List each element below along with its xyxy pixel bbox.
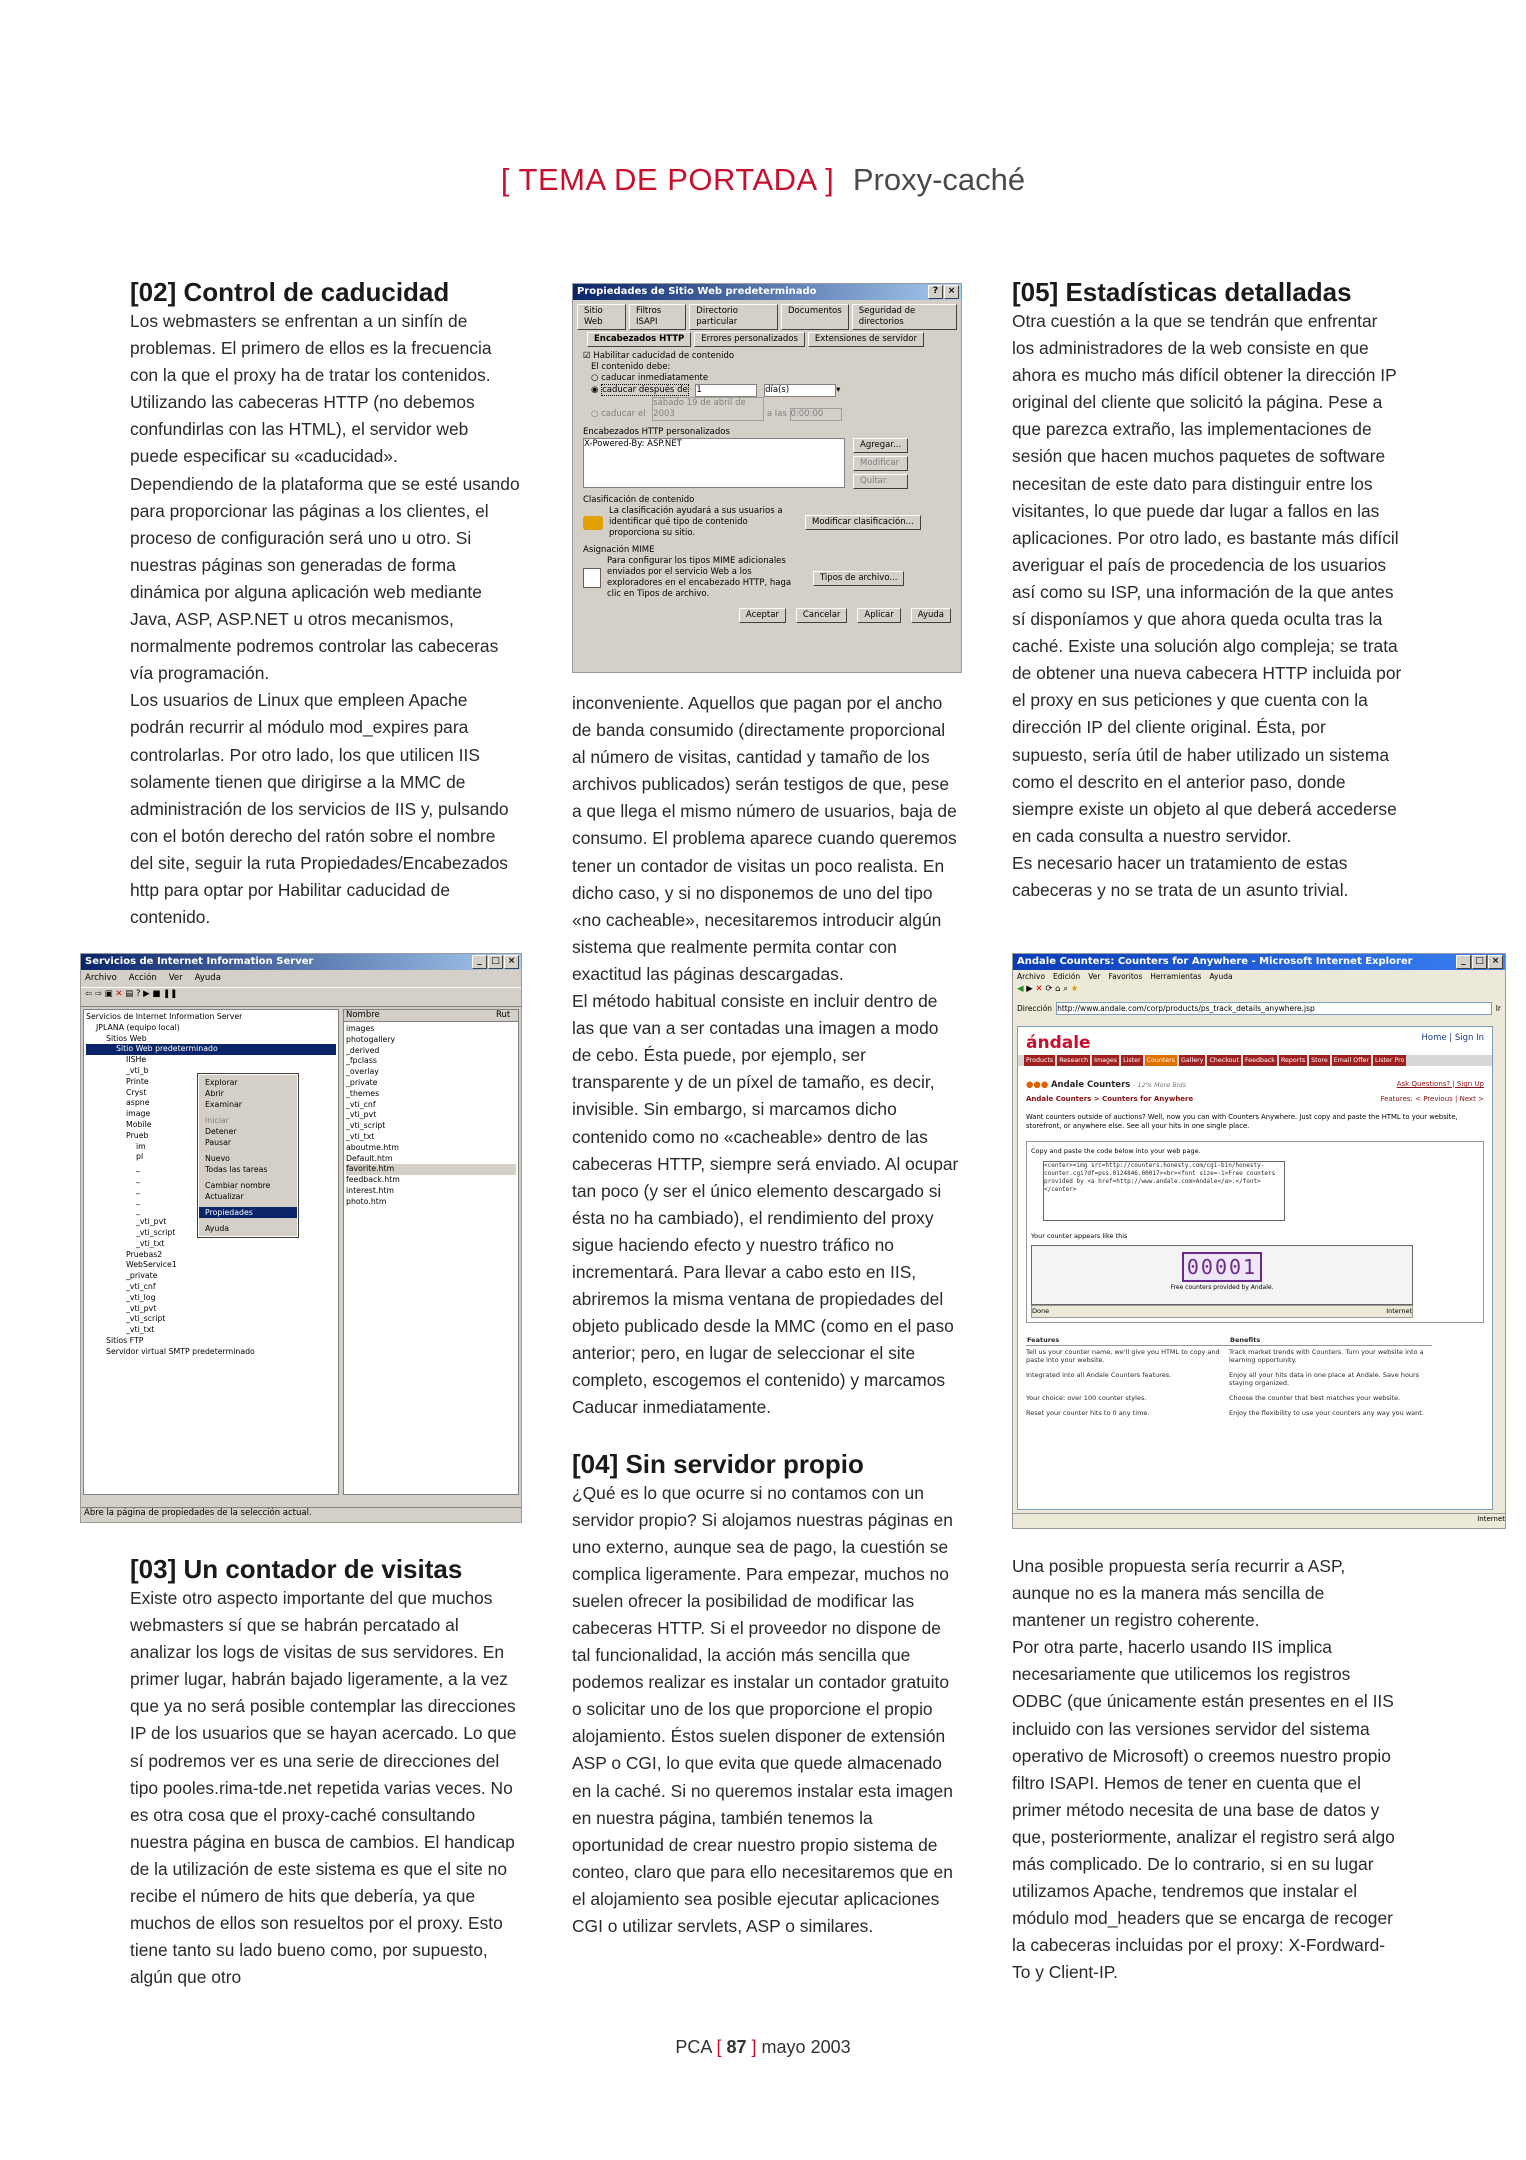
andale-tab[interactable]: Counters (1146, 1057, 1176, 1064)
preview-zone: Internet (1386, 1307, 1412, 1315)
context-menu-item[interactable]: Todas las tareas (205, 1165, 268, 1174)
folder-icon[interactable]: ▣ (104, 989, 113, 999)
features-table (1026, 1335, 1432, 1422)
appear-label: Your counter appears like this (1031, 1232, 1128, 1240)
radio-label: caducar inmediatamente (601, 373, 709, 383)
iis-file-list (343, 1009, 519, 1495)
context-menu-item[interactable]: Ayuda (205, 1224, 230, 1233)
address-input[interactable]: http://www.andale.com/corp/products/ps_track_details_anywhere.jsp (1056, 1002, 1492, 1015)
andale-page-title: Andale Counters (1050, 1080, 1131, 1090)
page-footer (0, 2037, 1526, 2058)
file-list-item[interactable]: favorite.htm (346, 1164, 516, 1175)
paragraph-03: Existe otro aspecto importante del que muchos webmasters sí que se habrán percatado al analizar los logs de visitas de sus servidores. En primer lugar, habrán bajado ligeramente, a la vez que ya no será posible contemplar las direcciones IP de los usuarios que se hayan acercado. Lo que sí podremos ver es una serie de direcciones del tipo pooles.rima-tde.net repetida varias veces. No es otra cosa que el proxy-caché consultando nuestra página en busca de cambios. El handicap de la utilización de este sistema es que el site no recibe el número de hits que debería, ya que muchos de ellos son resueltos por el proxy. Esto tiene tanto su lado bueno como, por supuesto, algún que otro (130, 1588, 517, 1988)
menu-item[interactable]: Ayuda (1209, 972, 1233, 981)
tree-node[interactable]: pl (136, 1152, 144, 1162)
paragraph-05-2: Es necesario hacer un tratamiento de estas cabeceras y no se trata de un asunto trivial. (1012, 852, 1349, 900)
paragraph-02-1: Los webmasters se enfrentan a un sinfín de problemas. El primero de ellos es la frecuencia con la que el proxy ha de tratar los contenidos. Utilizando las cabeceras HTTP (no debemos confundirlas con las HTML), el servidor web puede especificar su «caducidad». (130, 311, 492, 467)
edit-rating-button[interactable]: Modificar clasificación... (805, 515, 921, 530)
iis-title: Servicios de Internet Information Server (85, 956, 314, 967)
close-icon[interactable]: × (944, 285, 959, 299)
column-header-name[interactable]: Nombre (346, 1010, 380, 1020)
footer-magazine: PCA (675, 2037, 712, 2057)
file-list-item[interactable]: _vti_txt (346, 1131, 375, 1141)
home-icon[interactable]: ⌂ (1055, 984, 1061, 994)
forward-icon[interactable]: ▶ (1026, 984, 1033, 994)
chevron-down-icon: ▾ (836, 385, 841, 395)
radio-label: caducar el (601, 409, 646, 419)
tree-node[interactable]: _vti_b (126, 1065, 149, 1075)
tree-node[interactable]: _private (126, 1271, 158, 1281)
benefit-cell: Enjoy all your hits data in one place at Andale. Save hours staying organized. (1229, 1371, 1420, 1387)
paragraph-04: ¿Qué es lo que ocurre si no contamos con un servidor propio? Si alojamos nuestras páginas en uno externo, aunque sea de pago, la cuestión se complica ligeramente. Para empezar, muchos no suelen ofrecer la posibilidad de modificar las cabeceras HTTP. Si el proveedor no dispone de tal funcionalidad, la acción más sencilla que podemos realizar es instalar un contador gratuito o solicitar uno de los que proporcione el propio alojamiento. Éstos suelen disponer de extensión ASP o CGI, lo que evita que quede almacenado en la caché. Si no queremos instalar esta imagen en nuestra página, también tenemos la oportunidad de crear nuestro propio sistema de conteo, claro que para ello necesitaremos que en el alojamiento sea posible ejecutar aplicaciones CGI o utilizar servlets, ASP o similares. (572, 1482, 953, 1937)
andale-tab[interactable]: Products (1026, 1057, 1054, 1064)
maximize-icon[interactable]: □ (488, 955, 503, 969)
tree-node[interactable]: image (126, 1109, 151, 1119)
section-topic: Proxy-caché (852, 162, 1026, 197)
ok-button[interactable]: Aceptar (739, 608, 786, 623)
cancel-button[interactable]: Cancelar (796, 608, 848, 623)
footer-date: mayo 2003 (761, 2037, 851, 2057)
tree-node[interactable]: _ (136, 1173, 140, 1183)
tabs-row-2 (573, 330, 961, 347)
andale-logo[interactable]: ándale (1026, 1033, 1091, 1053)
back-icon[interactable]: ◀ (1017, 984, 1024, 994)
radio-expire-on[interactable]: ○ caducar el sábado 19 de abril de 2003 a las 0:00:00 (591, 397, 951, 421)
remove-button[interactable]: Quitar (853, 474, 908, 489)
andale-tab[interactable]: Feedback (1244, 1057, 1275, 1064)
context-menu-item[interactable]: Nuevo (205, 1154, 230, 1163)
section-header (0, 162, 1526, 198)
andale-tab[interactable]: Reports (1280, 1057, 1306, 1064)
file-list-item[interactable]: aboutme.htm (346, 1142, 399, 1152)
column-1-bottom (130, 1553, 520, 1991)
feature-cell: Reset your counter hits to 0 any time. (1026, 1409, 1150, 1417)
andale-tab[interactable]: Email Offer (1333, 1057, 1369, 1064)
stop-icon[interactable]: ■ (152, 989, 161, 999)
close-icon[interactable]: × (1488, 955, 1503, 969)
menu-item[interactable]: Favoritos (1108, 972, 1143, 981)
benefits-header: Benefits (1229, 1335, 1432, 1346)
tree-node[interactable]: _vti_pvt (126, 1303, 157, 1313)
screenshot-properties-dialog (572, 283, 962, 673)
iis-toolbar (81, 987, 521, 1007)
tab[interactable]: Directorio particular (689, 304, 778, 330)
heading-04: [04] Sin servidor propio (572, 1448, 864, 1479)
file-list-item[interactable]: images (346, 1024, 375, 1033)
properties-icon[interactable]: ▤ (125, 989, 134, 999)
menu-item[interactable]: Ver (1088, 972, 1101, 981)
dialog-title: Propiedades de Sitio Web predeterminado (577, 286, 817, 297)
tree-node[interactable]: Prueb (126, 1130, 149, 1140)
andale-page-subtitle: - 12% More Bids (1133, 1081, 1187, 1089)
column-3 (1012, 276, 1402, 904)
menu-item[interactable]: Edición (1053, 972, 1081, 981)
menu-item[interactable]: Herramientas (1150, 972, 1202, 981)
menu-item[interactable]: Archivo (1017, 972, 1046, 981)
custom-headers-label: Encabezados HTTP personalizados (583, 427, 730, 437)
search-icon[interactable]: ⌕ (1063, 984, 1069, 994)
help-button[interactable]: Ayuda (911, 608, 951, 623)
tree-node[interactable]: IISHe (126, 1055, 147, 1065)
tab[interactable]: Errores personalizados (694, 332, 805, 347)
tree-node[interactable]: _vti_script (126, 1314, 166, 1324)
tab[interactable]: Filtros ISAPI (629, 304, 686, 330)
heading-03: [03] Un contador de visitas (130, 1554, 463, 1584)
tabs-row-1 (573, 300, 961, 330)
file-list-item[interactable]: Default.htm (346, 1153, 393, 1163)
minimize-icon[interactable]: _ (1456, 955, 1471, 969)
tree-node[interactable]: Printe (126, 1076, 149, 1086)
andale-nav-tabs (1018, 1055, 1492, 1066)
tree-node[interactable]: Sitios FTP (106, 1335, 144, 1345)
rating-icon (583, 516, 603, 530)
context-menu (198, 1074, 298, 1237)
radio-label: caducar después de (602, 385, 688, 395)
feature-cell: Tell us your counter name, we'll give you HTML to copy and paste into your website. (1026, 1348, 1220, 1364)
file-list-item[interactable]: feedback.htm (346, 1175, 400, 1185)
minimize-icon[interactable]: _ (472, 955, 487, 969)
tree-node[interactable]: _ (136, 1195, 140, 1205)
tree-node[interactable]: Sitio Web predeterminado (86, 1044, 336, 1055)
counter-preview (1031, 1245, 1413, 1305)
footer-bracket-left: [ (716, 2037, 722, 2057)
iis-menubar (81, 970, 521, 987)
tree-node[interactable]: aspne (126, 1098, 150, 1108)
browser-statusbar (1013, 1513, 1506, 1528)
date-picker[interactable]: sábado 19 de abril de 2003 (652, 397, 764, 421)
dialog-titlebar (573, 284, 961, 300)
tree-node[interactable]: im (136, 1141, 146, 1151)
andale-intro: Want counters outside of auctions? Well, now you can with Counters Anywhere. Just copy and paste the HTML to your website, storefront, or anywhere else. See all your hits in one single place. (1026, 1113, 1458, 1130)
context-menu-item[interactable]: Actualizar (205, 1192, 244, 1201)
breadcrumb[interactable]: Andale Counters > Counters for Anywhere (1026, 1095, 1194, 1103)
andale-tab[interactable]: Images (1094, 1057, 1118, 1064)
andale-tab[interactable]: Checkout (1209, 1057, 1239, 1064)
go-button[interactable]: Ir (1495, 1004, 1501, 1013)
counter-caption: Free counters provided by Andale. (1170, 1284, 1274, 1291)
browser-viewport (1017, 1026, 1493, 1510)
column-2 (572, 690, 962, 1940)
stop-icon[interactable]: ✕ (1035, 984, 1043, 994)
table-row (1026, 1369, 1432, 1392)
file-list-item[interactable]: interest.htm (346, 1185, 394, 1195)
custom-headers-list[interactable] (583, 438, 845, 488)
tab[interactable]: Extensiones de servidor (808, 332, 924, 347)
andale-tab[interactable]: Store (1311, 1057, 1328, 1064)
iis-statusbar: Abre la página de propiedades de la selección actual. (81, 1507, 522, 1522)
context-menu-item[interactable]: Propiedades (199, 1207, 297, 1218)
context-menu-item[interactable]: Pausar (205, 1138, 232, 1147)
benefit-cell: Enjoy the flexibility to use your counters any way you want. (1229, 1409, 1424, 1417)
tree-node[interactable]: Pruebas2 (126, 1249, 163, 1259)
tree-node[interactable]: _vti_pvt (136, 1217, 167, 1227)
after-unit-select[interactable]: día(s) (764, 384, 836, 397)
tab-http-headers[interactable]: Encabezados HTTP (587, 332, 691, 347)
file-list-item[interactable]: _vti_cnf (346, 1099, 376, 1109)
rating-text: La clasificación ayudará a sus usuarios a identificar qué tipo de contenido proporciona su sitio. (609, 506, 783, 538)
top-links[interactable]: Home | Sign In (1421, 1033, 1484, 1043)
screenshot-andale-browser (1012, 953, 1506, 1529)
browser-title: Andale Counters: Counters for Anywhere - Microsoft Internet Explorer (1017, 956, 1413, 967)
context-menu-item[interactable]: Cambiar nombre (205, 1181, 271, 1190)
address-label: Dirección (1017, 1004, 1053, 1013)
page-number: 87 (726, 2037, 747, 2057)
counter-display: 00001 (1182, 1252, 1262, 1282)
feature-cell: Integrated into all Andale Counters features. (1026, 1371, 1172, 1379)
feature-cell: Your choice: over 100 counter styles. (1026, 1394, 1147, 1402)
table-row (1026, 1392, 1432, 1407)
heading-02: [02] Control de caducidad (130, 277, 450, 307)
file-list-item[interactable]: _vti_script (346, 1121, 386, 1131)
tab[interactable]: Sitio Web (577, 304, 626, 330)
after-value-input[interactable]: 1 (695, 384, 757, 397)
benefit-cell: Choose the counter that best matches your website. (1229, 1394, 1401, 1402)
paragraph-c2-2: El método habitual consiste en incluir dentro de las que van a ser contadas una imagen a modo de cebo. Ésta puede, por ejemplo, ser transparente y de un píxel de tamaño, es decir, invisible. Sin embargo, si marcamos dicho contenido como no «cacheable» dentro de las cabeceras HTTP, siempre será enviado. Al ocupar tan poco (y ser el único elemento descargado si ésta no ha cambiado), el rendimiento del proxy sigue haciendo efecto y nuestro tráfico no incrementará. Para llevar a cabo esto en IIS, abriremos la misma ventana de propiedades del objeto publicado desde la MMC (como en el paso anterior; pero, en lugar de seleccionar el site completo, escogemos el contenido) y marcamos Caducar inmediatamente. (572, 991, 959, 1418)
section-label: [ TEMA DE PORTADA ] (500, 162, 835, 197)
delete-icon[interactable]: ✕ (115, 989, 123, 999)
tree-node[interactable]: Cryst (126, 1087, 147, 1097)
context-menu-item[interactable]: Explorar (205, 1078, 238, 1087)
add-button[interactable]: Agregar... (853, 438, 908, 453)
table-row (1026, 1407, 1432, 1422)
tree-node[interactable]: _vti_cnf (126, 1281, 156, 1291)
context-menu-item[interactable]: Iniciar (205, 1116, 229, 1125)
forward-icon[interactable]: ⇨ (94, 989, 102, 999)
at-label: a las (766, 409, 787, 419)
code-box (1026, 1141, 1484, 1323)
paragraph-02-3: Los usuarios de Linux que empleen Apache podrán recurrir al módulo mod_expires para controlarlas. Por otro lado, los que utilicen IIS solamente tienen que dirigirse a la MMC de administración de los servicios de IIS y, pulsando con el botón derecho del ratón sobre el nombre del site, seguir la ruta Propiedades/Encabezados http para optar por Habilitar caducidad de contenido. (130, 690, 509, 928)
address-bar (1013, 1001, 1505, 1016)
tree-node[interactable]: WebService1 (126, 1260, 177, 1270)
rating-label: Clasificación de contenido (583, 495, 695, 505)
tree-node[interactable]: _vti_txt (126, 1325, 155, 1335)
tree-node[interactable]: Mobile (126, 1119, 152, 1129)
andale-tab[interactable]: Lister Pro (1375, 1057, 1405, 1064)
help-links[interactable]: Ask Questions? | Sign Up (1396, 1080, 1484, 1088)
menu-item[interactable]: Ver (168, 973, 183, 983)
header-item[interactable]: X-Powered-By: ASP.NET (584, 439, 682, 449)
help-icon[interactable]: ? (135, 989, 141, 999)
preview-status: Done (1032, 1307, 1050, 1315)
edit-button[interactable]: Modificar (853, 456, 908, 471)
radio-expire-after[interactable]: ◉ caducar después de 1 día(s) ▾ (591, 385, 841, 395)
file-list-item[interactable]: photogallery (346, 1034, 396, 1044)
maximize-icon[interactable]: □ (1472, 955, 1487, 969)
close-icon[interactable]: × (504, 955, 519, 969)
heading-05: [05] Estadísticas detalladas (1012, 277, 1352, 307)
column-header-path[interactable]: Rut (496, 1010, 511, 1020)
paragraph-05-1: Otra cuestión a la que se tendrán que enfrentar los administradores de la web consiste en que ahora es mucho más difícil obtener la dirección IP original del cliente que solicitó la página. Pese a que parezca extraño, las implementaciones de sesión que hacen muchos paquetes de software necesitan de este dato para distinguir entre los visitantes, lo que puede dar lugar a fallos en las aplicaciones. Por otro lado, es bastante más difícil averiguar el país de procedencia de los usuarios así como su ISP, una información de la que antes sí disponíamos y que ahora queda oculta tras la caché. Existe una solución algo compleja; se trata de obtener una nueva cabecera HTTP incluida por el proxy en sus peticiones y que cuenta con la dirección IP del cliente original. Ésta, por supuesto, sería útil de haber utilizado un sistema como el descrito en el anterior paso, donde siempre existe un objeto al que deberá accederse en cada consulta a nuestro servidor. (1012, 311, 1402, 846)
context-menu-item[interactable]: Abrir (205, 1089, 224, 1098)
content-should-label: El contenido debe: (591, 362, 671, 372)
menu-item[interactable]: Archivo (85, 973, 117, 983)
file-list-body (344, 1022, 518, 1210)
file-list-item[interactable]: _vti_pvt (346, 1110, 377, 1120)
pause-icon[interactable]: ❚❚ (163, 989, 178, 999)
tree-node[interactable]: _vti_log (126, 1292, 156, 1302)
tree-node[interactable]: _vti_script (136, 1227, 176, 1237)
features-nav[interactable]: Features: < Previous | Next > (1380, 1095, 1484, 1103)
paragraph-c2-1: inconveniente. Aquellos que pagan por el ancho de banda consumido (directamente proporcional al número de visitas, cantidad y tamaño de los archivos publicados) serán testigos de que, pese a que llega el mismo número de usuarios, baja de consumo. El problema aparece cuando queremos tener un contador de visitas un poco realista. En dicho caso, y si no disponemos de uno del tipo «no cacheable», necesitaremos introducir algún sistema que realmente permita contar con exactitud las páginas descargadas. (572, 693, 957, 984)
andale-tab[interactable]: Research (1059, 1057, 1089, 1064)
file-types-button[interactable]: Tipos de archivo... (813, 571, 904, 586)
refresh-icon[interactable]: ⟳ (1045, 984, 1053, 994)
tab[interactable]: Seguridad de directorios (852, 304, 957, 330)
iis-titlebar (81, 954, 521, 970)
context-menu-item[interactable]: Examinar (205, 1100, 243, 1109)
back-icon[interactable]: ⇦ (85, 989, 93, 999)
tree-node[interactable]: Servicios de Internet Information Server (86, 1012, 243, 1021)
time-input[interactable]: 0:00:00 (790, 408, 842, 421)
copy-label: Copy and paste the code below into your web page. (1031, 1147, 1201, 1155)
mime-icon (583, 568, 601, 588)
internet-zone-label: Internet (1477, 1515, 1505, 1523)
file-list-item[interactable]: photo.htm (346, 1196, 387, 1206)
mime-label: Asignación MIME (583, 545, 655, 555)
tree-node[interactable]: _vti_txt (136, 1238, 165, 1248)
browser-menubar (1013, 970, 1505, 983)
menu-item[interactable]: Acción (128, 973, 157, 983)
favorites-icon[interactable]: ★ (1070, 984, 1079, 994)
code-textarea[interactable]: <center><img src=http://counters.honesty.com/cgi-bin/honesty-counter.cgi?df=pss.0124846.00017><br><font size=-1>Free counters provided by <a href=http://www.andale.com>Andale</a>.</font></center> (1043, 1161, 1285, 1221)
paragraph-05-4: Por otra parte, hacerlo usando IIS implica necesariamente que utilicemos los registros ODBC (que únicamente están presentes en el IIS incluido con las versiones servidor del sistema operativo de Microsoft) o creemos nuestro propio filtro ISAPI. Hemos de tener en cuenta que el primer método necesita de una base de datos y que, posteriormente, analizar el registro será algo más complicado. De lo contrario, si en su lugar utilizamos Apache, tendremos que instalar el módulo mod_headers que se encarga de recoger la cabeceras incluidas por el proxy: X-Fordward-To y Client-IP. (1012, 1637, 1395, 1983)
browser-toolbar (1013, 983, 1505, 1001)
andale-tab[interactable]: Lister (1123, 1057, 1141, 1064)
screenshot-iis-console (80, 953, 522, 1523)
tree-node[interactable]: _ (136, 1184, 140, 1194)
file-list-item[interactable]: _overlay (346, 1067, 379, 1077)
tree-node[interactable]: Sitios Web (106, 1033, 147, 1043)
paragraph-02-2: Dependiendo de la plataforma que se esté usando para proporcionar las páginas a los clientes, el proceso de configuración será uno u otro. Si nuestras páginas son generadas de forma dinámica por alguna aplicación web mediante Java, ASP, ASP.NET u otros mecanismos, normalmente podremos controlar las cabeceras vía programación. (130, 473, 520, 684)
features-header: Features (1026, 1335, 1229, 1346)
enable-expiry-row[interactable]: ☑ Habilitar caducidad de contenido (583, 351, 735, 361)
column-3-bottom (1012, 1553, 1402, 1987)
file-list-item[interactable]: _themes (346, 1088, 380, 1098)
benefit-cell: Track market trends with Counters. Turn your website into a learning opportunity. (1229, 1348, 1424, 1364)
radio-expire-now[interactable]: ○ caducar inmediatamente (591, 373, 709, 383)
tree-node[interactable]: JPLANA (equipo local) (96, 1022, 180, 1032)
counter-dots-icon: ●●● (1026, 1080, 1049, 1090)
footer-bracket-right: ] (751, 2037, 757, 2057)
column-1 (130, 276, 520, 931)
context-menu-item[interactable]: Detener (205, 1127, 237, 1136)
andale-tab[interactable]: Gallery (1181, 1057, 1204, 1064)
mime-text: Para configurar los tipos MIME adicionales enviados por el servicio Web a los exploradores en el encabezado HTTP, haga clic en Tipos de archivo. (607, 556, 792, 599)
tree-node[interactable]: Servidor virtual SMTP predeterminado (106, 1346, 255, 1356)
paragraph-05-3: Una posible propuesta sería recurrir a ASP, aunque no es la manera más sencilla de mantener un registro coherente. (1012, 1556, 1346, 1631)
apply-button[interactable]: Aplicar (857, 608, 900, 623)
tab[interactable]: Documentos (781, 304, 849, 330)
dialog-body (573, 347, 961, 627)
menu-item[interactable]: Ayuda (194, 973, 221, 983)
play-icon[interactable]: ▶ (143, 989, 150, 999)
file-list-item[interactable]: _fpclass (346, 1056, 377, 1066)
tree-node[interactable]: _ (136, 1163, 140, 1173)
help-icon[interactable]: ? (928, 285, 943, 299)
enable-expiry-label: Habilitar caducidad de contenido (593, 351, 735, 361)
table-row (1026, 1346, 1432, 1370)
file-list-item[interactable]: _private (346, 1077, 378, 1087)
tree-node[interactable]: _ (136, 1206, 140, 1216)
browser-titlebar (1013, 954, 1505, 970)
file-list-item[interactable]: _derived (346, 1045, 380, 1055)
